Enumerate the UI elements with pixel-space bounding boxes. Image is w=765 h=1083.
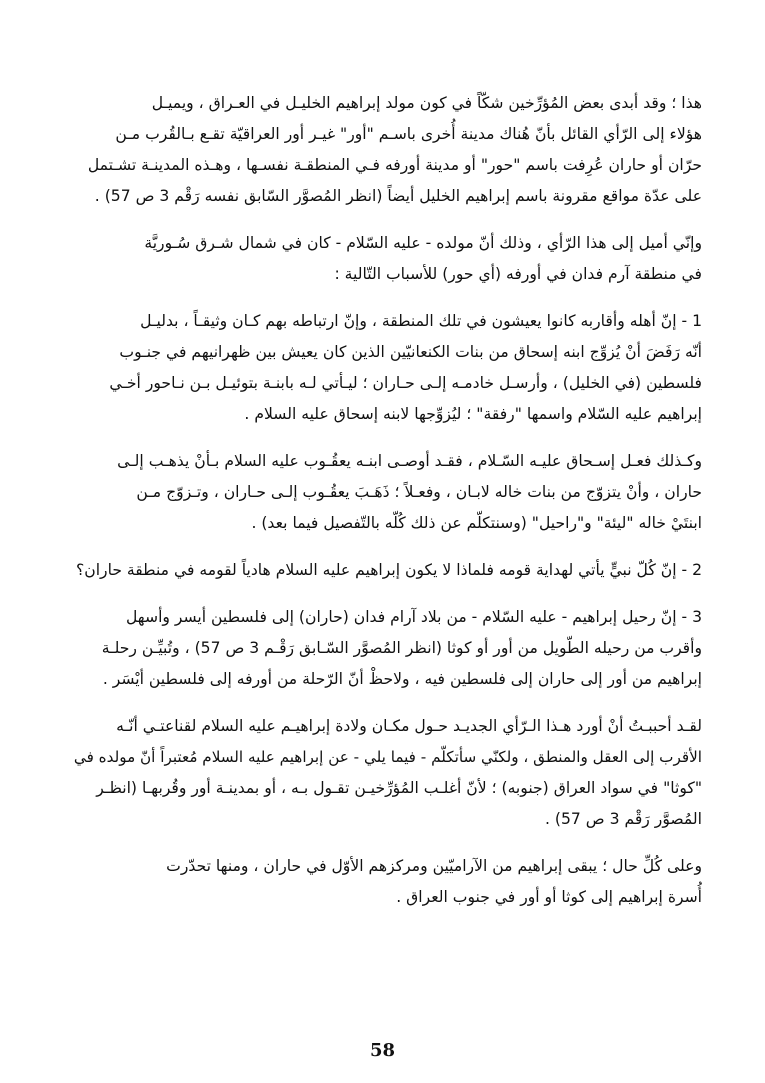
text-line: هؤلاء إلى الرّأي القائل بأنّ هُناك مدينة أُخرى باسـم "أور" غيـر أور العراقيّة تقـع بـالقُرب مـن xyxy=(115,125,702,143)
text-line: 1 - إنّ أهله وأقاربه كانوا يعيشون في تلك المنطقة ، وإنّ ارتباطه بهم كـان وثيقـاً ، بدليـل xyxy=(140,312,702,330)
paragraph-reason-2 xyxy=(72,555,702,586)
text-line: وعلى كُلِّ حال ؛ يبقى إبراهيم من الآراميّين ومركزهم الأوّل في حاران ، ومنها تحدّرت xyxy=(166,857,702,875)
paragraph-reason-1 xyxy=(72,306,702,430)
paragraph-reason-3 xyxy=(72,602,702,695)
text-line: وكـذلك فعـل إسـحاق عليـه السّـلام ، فقـد أوصـى ابنـه يعقُـوب عليه السلام بـأنْ يذهـب إلـى xyxy=(117,452,702,470)
text-line: "كوثا" في سواد العراق (جنوبه) ؛ لأنّ أغلـب المُؤرِّخيـن تقـول بـه ، أو بمدينـة أور وقُربهـا (انظـر xyxy=(96,779,702,797)
paragraph-new-opinion xyxy=(72,711,702,835)
paragraph-conclusion xyxy=(72,851,702,913)
page-body xyxy=(72,88,702,929)
paragraph-isaac-jacob xyxy=(72,446,702,539)
text-line: حاران ، وأنْ يتزوّج من بنات خاله لابـان ، وفعـلاً ؛ ذَهَـبَ يعقُـوب إلـى حـاران ، وتـزوّج مـن xyxy=(136,483,702,501)
text-line: وإنّي أميل إلى هذا الرّأي ، وذلك أنّ مولده - عليه السّلام - كان في شمال شـرق سُـوريَّة xyxy=(144,234,702,252)
paragraph-author-opinion xyxy=(72,228,702,290)
text-line: 3 - إنّ رحيل إبراهيم - عليه السّلام - من بلاد آرام فدان (حاران) إلى فلسطين أيسر وأسهل xyxy=(126,608,702,626)
text-line: أنّه رَفَضَ أنْ يُزوِّج ابنه إسحاق من بنات الكنعانيّين الذين كان يعيش بين ظهرانيهم في جنـوب xyxy=(119,343,702,361)
text-line: في منطقة آرم فدان في أورفه (أي حور) للأسباب التّالية : xyxy=(334,265,702,283)
text-line: المُصوَّر رَقْم 3 ص 57) . xyxy=(544,810,702,828)
text-line: وأقرب من رحيله الطّويل من أور أو كوثا (انظر المُصوَّر السّـابق رَقْـم 3 ص 57) ، وتُبيِّـن رحلـة xyxy=(101,639,702,657)
text-line: 2 - إنّ كُلّ نبيٍّ يأتي لهداية قومه فلماذا لا يكون إبراهيم عليه السلام هادياً لقومه في منطقة حاران؟ xyxy=(75,561,702,579)
text-line: لقـد أحببـتُ أنْ أورد هـذا الـرّأي الجديـد حـول مكـان ولادة إبراهيـم عليه السلام لقناعتـي أنّـه xyxy=(116,717,702,735)
text-line: على عدّة مواقع مقرونة باسم إبراهيم الخليل أيضاً (انظر المُصوَّر السّابق نفسه رَقْم 3 ص 57) . xyxy=(94,187,702,205)
paragraph-doubt-birthplace xyxy=(72,88,702,212)
text-line: فلسطين (في الخليل) ، وأرسـل خادمـه إلـى حـاران ؛ ليـأتي لـه بابنـة بتوئيـل بـن نـاحور أخـي xyxy=(109,374,702,392)
page-number: 58 xyxy=(369,1040,396,1061)
text-line: إبراهيم عليه السّلام واسمها "رفقة" ؛ ليُزوِّجها لابنه إسحاق عليه السلام . xyxy=(244,405,702,423)
text-line: ابنتَيْ خاله "ليئة" و"راحيل" (وسنتكلّم عن ذلك كُلّه بالتّفصيل فيما بعد) . xyxy=(251,514,702,532)
text-line: حرّان أو حاران عُرِفت باسم "حور" أو مدينة أورفه فـي المنطقـة نفسـها ، وهـذه المدينـة تشـتمل xyxy=(87,156,702,174)
text-line: الأقرب إلى العقل والمنطق ، ولكنّي سأتكلّم - فيما يلي - عن إبراهيم عليه السلام مُعتبراً أنّ مولده في xyxy=(73,748,702,766)
text-line: إبراهيم من أور إلى حاران إلى فلسطين فيه ، ولاحظْ أنّ الرّحلة من أورفه إلى فلسطين أيْسَر . xyxy=(102,670,702,688)
text-line: أُسرة إبراهيم إلى كوثا أو أور في جنوب العراق . xyxy=(396,888,702,906)
text-line: هذا ؛ وقد أبدى بعض المُؤرِّخين شكّاً في كون مولد إبراهيم الخليـل في العـراق ، ويميـل xyxy=(151,94,702,112)
